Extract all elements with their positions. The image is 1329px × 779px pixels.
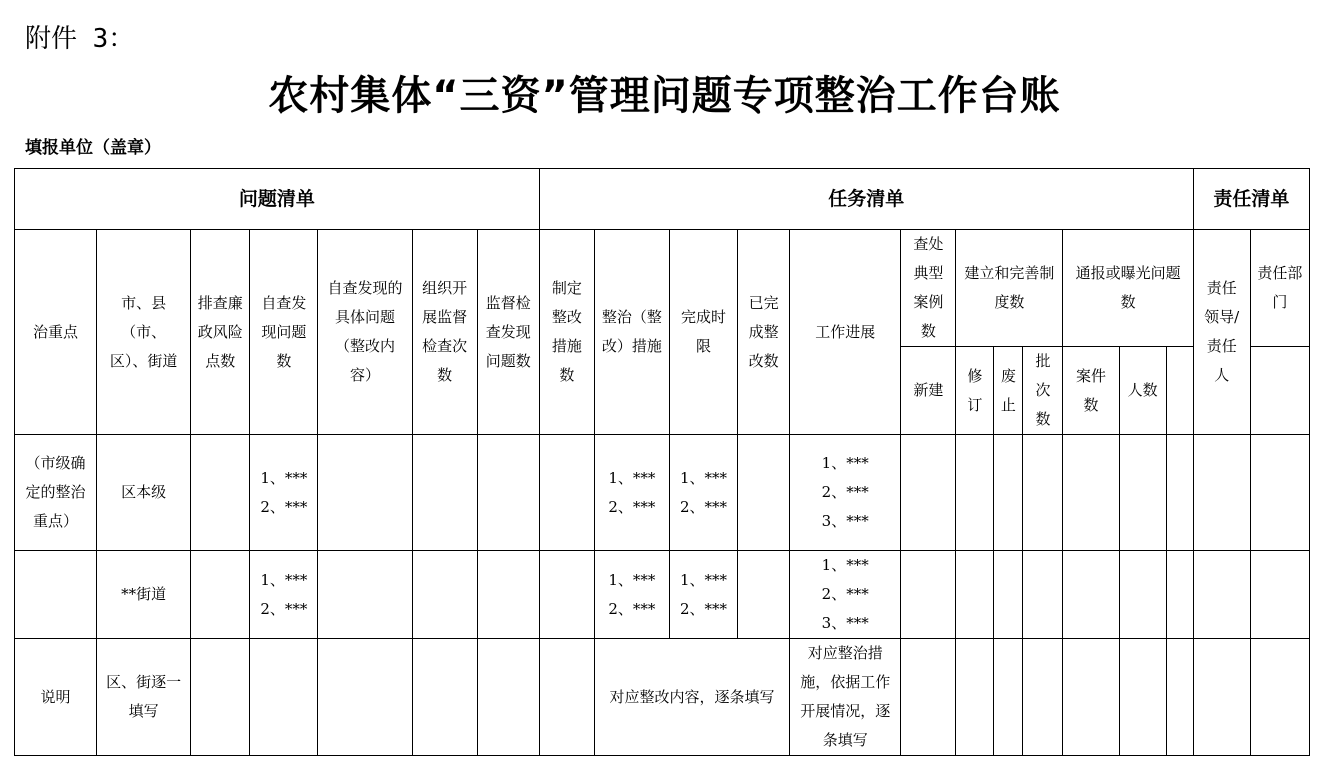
row-progress: 1、*** 2、*** 3、*** xyxy=(790,551,901,639)
row-area: 区本级 xyxy=(97,435,191,551)
row-progress: 1、*** 2、*** 3、*** xyxy=(790,435,901,551)
row-self-found: 1、*** 2、*** xyxy=(250,435,318,551)
row-self-found: 1、*** 2、*** xyxy=(250,551,318,639)
col-progress: 工作进展 xyxy=(790,230,901,435)
col-supervision-found: 监督检查发现问题数 xyxy=(477,230,539,435)
col-risk-points: 排查廉政风险点数 xyxy=(191,230,250,435)
row-measures: 1、*** 2、*** xyxy=(594,435,669,551)
row-deadline: 1、*** 2、*** xyxy=(669,551,737,639)
col-abolish: 废止 xyxy=(994,347,1023,435)
section-header-row xyxy=(15,169,1310,230)
fill-unit-label: 填报单位（盖章） xyxy=(25,138,161,158)
row-note-measures: 对应整改内容，逐条填写 xyxy=(594,639,789,756)
section-responsibility-list: 责任清单 xyxy=(1193,169,1309,230)
blank-cell xyxy=(1250,347,1309,435)
section-task-list: 任务清单 xyxy=(539,169,1193,230)
row-area: **街道 xyxy=(97,551,191,639)
col-department: 责任部门 xyxy=(1250,230,1309,347)
col-batch: 批次数 xyxy=(1023,347,1063,435)
col-supervision-count: 组织开展监督检查次数 xyxy=(412,230,477,435)
col-typical-cases: 查处典型案例数 xyxy=(901,230,956,347)
row-focus xyxy=(15,551,97,639)
col-persons: 人数 xyxy=(1119,347,1166,435)
col-measures: 整治（整改）措施 xyxy=(594,230,669,435)
col-self-found-detail: 自查发现的具体问题（整改内容） xyxy=(318,230,412,435)
blank-cell xyxy=(1166,347,1193,435)
col-self-found: 自查发现问题数 xyxy=(250,230,318,435)
col-new: 新建 xyxy=(901,347,956,435)
row-note-area: 区、街逐一填写 xyxy=(97,639,191,756)
table-row xyxy=(15,551,1310,639)
attachment-label: 附件 3： xyxy=(25,24,135,54)
col-cases: 案件数 xyxy=(1063,347,1119,435)
col-deadline: 完成时限 xyxy=(669,230,737,435)
table-row xyxy=(15,435,1310,551)
col-completed: 已完成整改数 xyxy=(738,230,790,435)
row-note-progress: 对应整治措施，依据工作开展情况，逐条填写 xyxy=(790,639,901,756)
col-measures-count: 制定整改措施数 xyxy=(539,230,594,435)
row-deadline: 1、*** 2、*** xyxy=(669,435,737,551)
section-problem-list: 问题清单 xyxy=(15,169,540,230)
row-measures: 1、*** 2、*** xyxy=(594,551,669,639)
col-leader: 责任领导/责任人 xyxy=(1193,230,1250,435)
col-area: 市、县（市、区）、街道 xyxy=(97,230,191,435)
col-focus: 治重点 xyxy=(15,230,97,435)
col-system-group: 建立和完善制度数 xyxy=(956,230,1063,347)
column-header-row-1 xyxy=(15,230,1310,347)
row-note-label: 说明 xyxy=(15,639,97,756)
col-report-group: 通报或曝光问题数 xyxy=(1063,230,1193,347)
col-revise: 修订 xyxy=(956,347,994,435)
table-row xyxy=(15,639,1310,756)
page-title: 农村集体“三资”管理问题专项整治工作台账 xyxy=(268,73,1061,119)
ledger-table xyxy=(14,168,1310,756)
row-focus: （市级确定的整治重点） xyxy=(15,435,97,551)
